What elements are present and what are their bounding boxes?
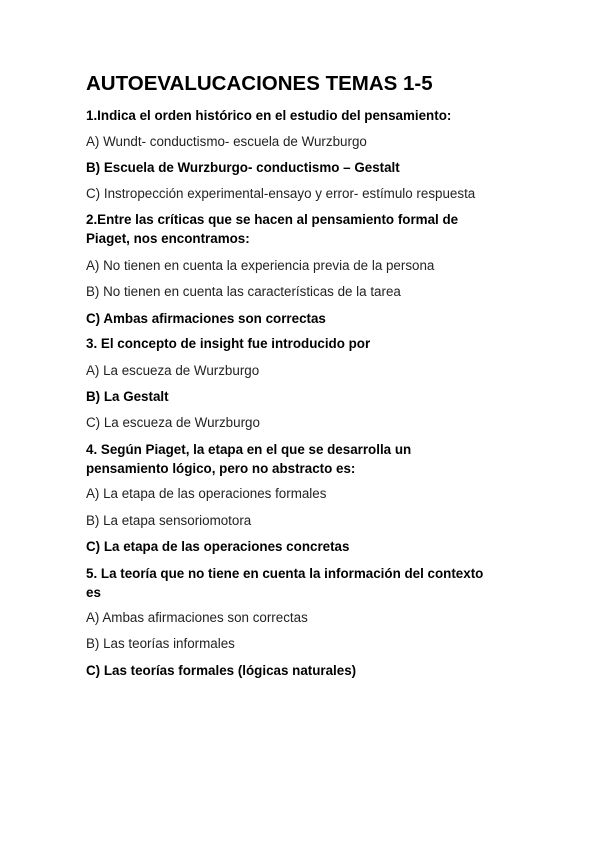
question-4: 4. Según Piaget, la etapa en el que se desarrolla un: [86, 442, 412, 457]
question-5-cont: es: [86, 585, 101, 600]
option-5a: A) Ambas afirmaciones son correctas: [86, 610, 308, 625]
option-1a: A) Wundt- conductismo- escuela de Wurzburgo: [86, 134, 367, 149]
page-title: AUTOEVALUCACIONES TEMAS 1-5: [86, 72, 433, 95]
question-5: 5. La teoría que no tiene en cuenta la información del contexto: [86, 566, 484, 581]
option-5b: B) Las teorías informales: [86, 636, 235, 651]
option-3a: A) La escueza de Wurzburgo: [86, 363, 260, 378]
option-1c: C) Instropección experimental-ensayo y error- estímulo respuesta: [86, 186, 476, 201]
option-4a: A) La etapa de las operaciones formales: [86, 486, 327, 501]
option-2c-correct: C) Ambas afirmaciones son correctas: [86, 311, 326, 326]
question-1: 1.Indica el orden histórico en el estudio del pensamiento:: [86, 108, 452, 123]
question-2-cont: Piaget, nos encontramos:: [86, 231, 250, 246]
option-2a: A) No tienen en cuenta la experiencia previa de la persona: [86, 258, 435, 273]
question-2: 2.Entre las críticas que se hacen al pensamiento formal de: [86, 212, 459, 227]
option-2b: B) No tienen en cuenta las características de la tarea: [86, 284, 401, 299]
option-1b-correct: B) Escuela de Wurzburgo- conductismo – Gestalt: [86, 160, 400, 175]
option-3b-correct: B) La Gestalt: [86, 389, 169, 404]
option-4c-correct: C) La etapa de las operaciones concretas: [86, 539, 350, 554]
option-3c: C) La escueza de Wurzburgo: [86, 415, 260, 430]
question-3: 3. El concepto de insight fue introducido por: [86, 336, 371, 351]
option-5c-correct: C) Las teorías formales (lógicas naturales): [86, 663, 357, 678]
option-4b: B) La etapa sensoriomotora: [86, 513, 252, 528]
question-4-cont: pensamiento lógico, pero no abstracto es:: [86, 461, 356, 476]
